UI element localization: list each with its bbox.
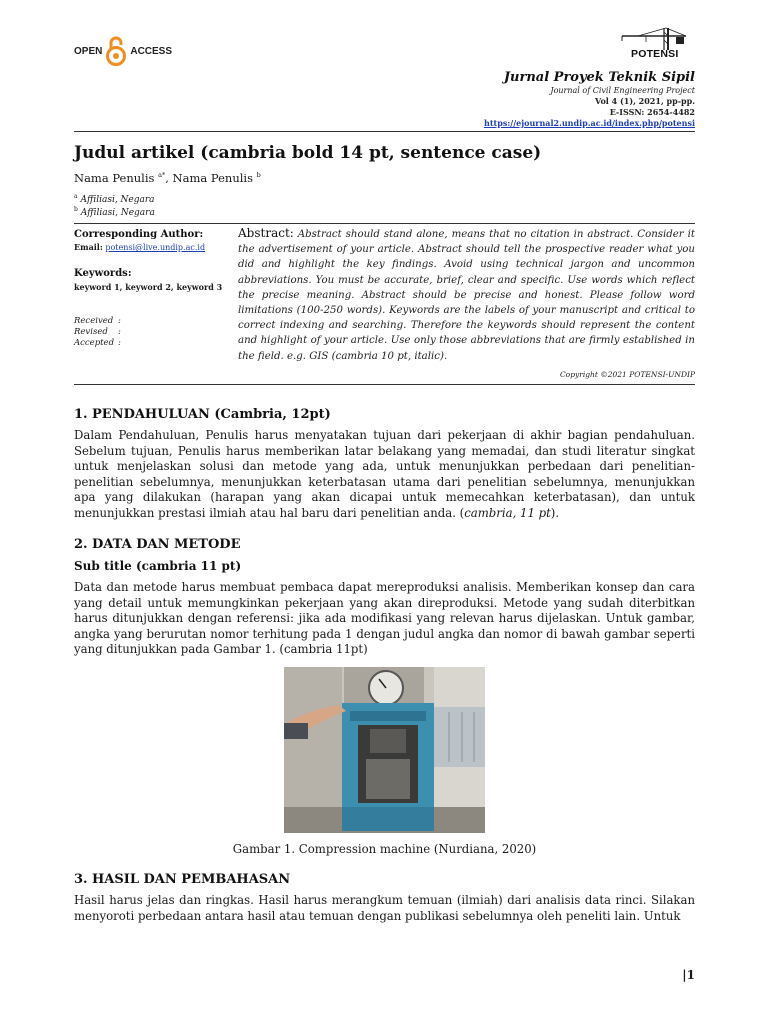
section-2-number: 2. (74, 537, 88, 552)
potensi-logo (618, 26, 694, 64)
page-number: |1 (682, 968, 695, 982)
journal-subtitle: Journal of Civil Engineering Project (550, 86, 695, 95)
revised-colon: : (118, 327, 121, 337)
email-line (74, 242, 205, 252)
section-2-title: DATA DAN METODE (92, 537, 241, 552)
journal-volume: Vol 4 (1), 2021, pp-pp. (594, 96, 695, 106)
accepted-colon: : (118, 338, 121, 348)
author-2-sup: b (256, 171, 261, 180)
open-access-logo (74, 34, 172, 68)
section-3-number: 3. (74, 872, 88, 887)
journal-url-link[interactable]: https://ejournal2.undip.ac.id/index.php/potensi (484, 118, 695, 128)
journal-info (484, 70, 695, 129)
received-row (74, 316, 121, 326)
section-1-paragraph (74, 428, 695, 521)
affiliation-b (74, 206, 155, 218)
abstract-divider (74, 384, 695, 385)
header-divider (74, 131, 695, 132)
author-2: Nama Penulis (172, 171, 253, 185)
corresponding-author-label: Corresponding Author: (74, 229, 204, 240)
abstract-block (238, 226, 695, 364)
section-1-heading (74, 407, 331, 422)
affiliation-a-sup: a (74, 193, 78, 200)
potensi-logo-text: POTENSI (631, 48, 679, 60)
article-title: Judul artikel (cambria bold 14 pt, sentence case) (74, 143, 542, 163)
author-1: Nama Penulis (74, 171, 155, 185)
title-divider (74, 223, 695, 224)
accepted-label: Accepted (74, 338, 115, 348)
revised-row (74, 327, 121, 337)
keywords-label: Keywords: (74, 268, 132, 279)
section-1-text: Dalam Pendahuluan, Penulis harus menyatakan tujuan dari pekerjaan di akhir bagian pendahuluan. Sebelum tujuan, Penulis harus memberikan latar belakang yang memadai, dan studi literatur singkat untuk menjelaskan solusi dan metode yang ada, untuk menunjukkan perbedaan dari penelitian-penelitian sebelumnya, menunjukkan keterbatasan utama dari penelitian sebelumnya, menunjukkan apa yang dilakukan (harapan yang akan dicapai untuk memecahkan keterbatasan), dan untuk menunjukkan prestasi ilmiah atau hal baru dari penelitian anda. ( (74, 428, 695, 520)
affiliation-b-text: Affiliasi, Negara (80, 208, 155, 218)
journal-eissn: E-ISSN: 2654-4482 (609, 107, 695, 117)
section-2-heading (74, 537, 240, 552)
copyright-notice: Copyright ©2021 POTENSI-UNDIP (559, 370, 695, 379)
affiliation-a-text: Affiliasi, Negara (80, 195, 155, 205)
abstract-text: Abstract should stand alone, means that no citation in abstract. Consider it the advertisement of your article. Abstract should tell the prospective reader what you did and highlight the key findings. Avoid using technical jargon and uncommon abbreviations. You must be accurate, brief, clear and specific. Use words which reflect the precise meaning. Abstract should be precise and honest. Please follow word limitations (100-250 words). Keywords are the labels of your manuscript and critical to correct indexing and searching. Therefore the keywords should represent the content and highlight of your article. Use only those abbreviations that are firmly established in the field. e.g. GIS (cambria 10 pt, italic). (238, 229, 695, 362)
author-1-sup: a* (158, 171, 166, 180)
affiliation-b-sup: b (74, 206, 78, 213)
section-3-paragraph: Hasil harus jelas dan ringkas. Hasil harus merangkum temuan (ilmiah) dari analisis data rinci. Silakan menyoroti perbedaan antara hasil atau temuan dengan publikasi sebelumnya oleh peneliti lain. Untuk (74, 893, 695, 923)
received-colon: : (118, 316, 121, 326)
open-lock-icon (105, 36, 127, 66)
section-2-paragraph: Data dan metode harus membuat pembaca dapat mereproduksi analisis. Memberikan konsep dan cara yang detail untuk memungkinkan pekerjaan yang akan direproduksi. Metode yang sudah diterbitkan harus ditunjukkan dengan referensi: jika ada modifikasi yang relevan harus dijelaskan. Untuk gambar, angka yang berurutan nomor terhitung pada 1 dengan judul angka dan nomor di bawah gambar seperti yang ditunjukkan pada Gambar 1. (cambria 11pt) (74, 580, 695, 656)
email-label: Email: (74, 242, 103, 252)
section-3-title: HASIL DAN PEMBAHASAN (92, 872, 291, 887)
affiliation-a (74, 193, 155, 205)
received-label: Received (74, 316, 114, 326)
abstract-label: Abstract: (238, 226, 294, 240)
author-separator: , (165, 171, 173, 185)
section-1-text-end: ). (550, 505, 560, 520)
revised-label: Revised (74, 327, 108, 337)
section-1-title: PENDAHULUAN (Cambria, 12pt) (92, 407, 331, 422)
open-access-left-text: OPEN (74, 45, 103, 57)
accepted-row (74, 338, 121, 348)
section-1-text-italic: cambria, 11 pt (464, 505, 551, 520)
section-2-subtitle: Sub title (cambria 11 pt) (74, 559, 242, 573)
journal-title: Jurnal Proyek Teknik Sipil (503, 70, 695, 85)
compression-machine-photo (284, 667, 485, 833)
email-link[interactable]: potensi@live.undip.ac.id (105, 243, 206, 252)
compression-machine-image (284, 667, 485, 833)
author-list (74, 171, 261, 185)
open-access-right-text: ACCESS (130, 45, 173, 57)
keywords-value: keyword 1, keyword 2, keyword 3 (74, 282, 223, 292)
figure-1-caption: Gambar 1. Compression machine (Nurdiana, 2020) (232, 842, 537, 856)
section-1-number: 1. (74, 407, 88, 422)
section-3-heading (74, 872, 290, 887)
